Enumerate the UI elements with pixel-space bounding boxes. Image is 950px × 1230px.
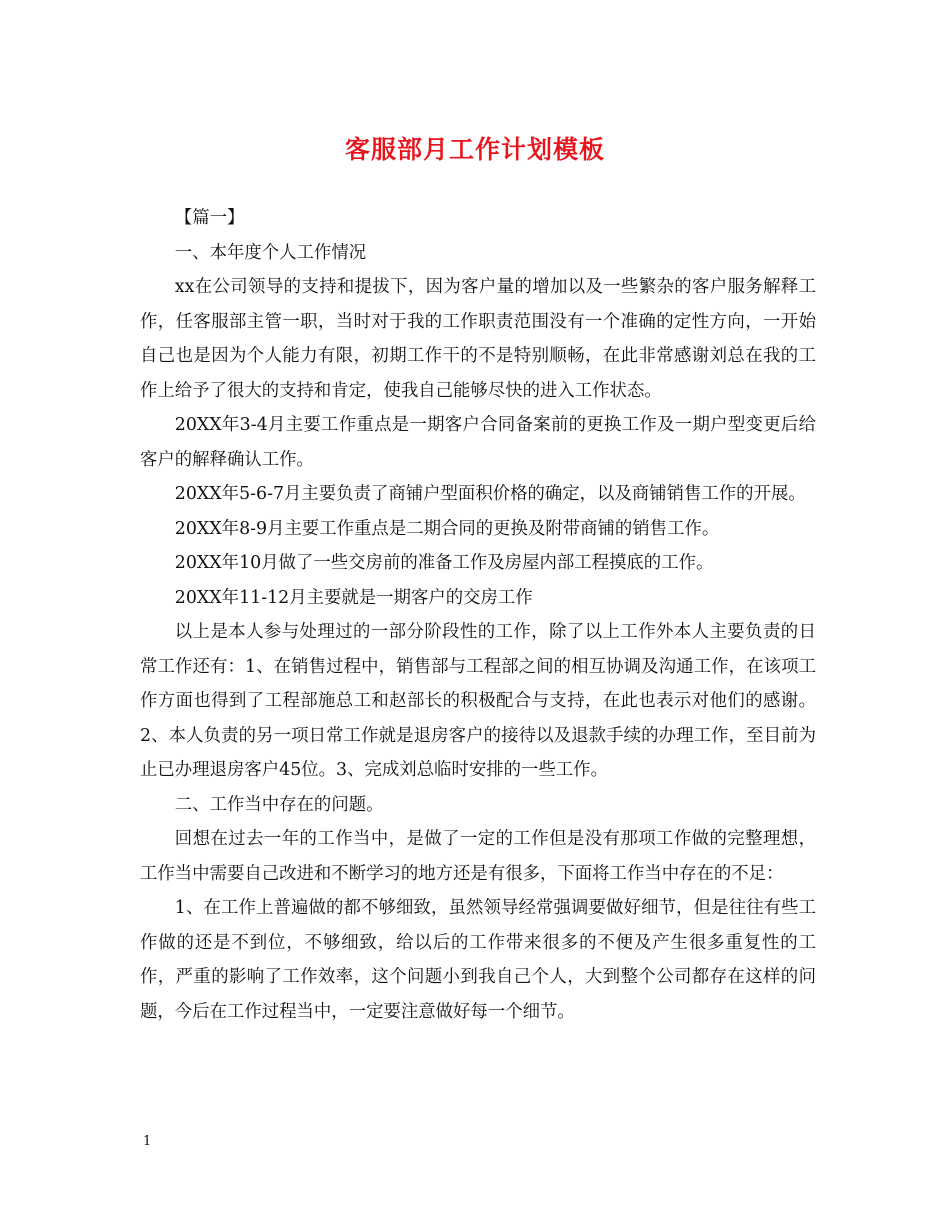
section-label: 【篇一】 <box>174 208 245 228</box>
body-paragraph: 以上是本人参与处理过的一部分阶段性的工作，除了以上工作外本人主要负责的日常工作还有：1、在销售过程中，销售部与工程部之间的相互协调及沟通工作，在该项工作方面也得到了工程部施总工和赵部长的积极配合与支持，在此也表示对他们的感谢。2、本人负责的另一项日常工作就是退房客户的接待以及退款手续的办理工作，至目前为止已办理退房客户45位。3、完成刘总临时安排的一些工作。 <box>140 622 816 780</box>
body-paragraph: 1、在工作上普遍做的都不够细致，虽然领导经常强调要做好细节，但是往往有些工作做的还是不到位，不够细致，给以后的工作带来很多的不便及产生很多重复性的工作，严重的影响了工作效率，这个问题小到我自己个人，大到整个公司都存在这样的问题，今后在工作过程当中，一定要注意做好每一个细节。 <box>140 898 816 1022</box>
body-paragraph: 回想在过去一年的工作当中，是做了一定的工作但是没有那项工作做的完整理想，工作当中需要自己改进和不断学习的地方还是有很多，下面将工作当中存在的不足： <box>140 829 816 884</box>
body-paragraph: 20XX年10月做了一些交房前的准备工作及房屋内部工程摸底的工作。 <box>174 553 714 573</box>
section-heading-1: 一、本年度个人工作情况 <box>174 242 367 263</box>
body-paragraph: 20XX年11-12月主要就是一期客户的交房工作 <box>174 587 533 608</box>
section-heading-2: 二、工作当中存在的问题。 <box>174 794 384 815</box>
body-paragraph: 20XX年3-4月主要工作重点是一期客户合同备案前的更换工作及一期户型变更后给客户的解释确认工作。 <box>140 415 816 470</box>
body-paragraph: 20XX年8-9月主要工作重点是二期合同的更换及附带商铺的销售工作。 <box>174 518 720 539</box>
document-title: 客服部月工作计划模板 <box>344 135 605 164</box>
document-body <box>140 201 816 1029</box>
body-paragraph: 20XX年5-6-7月主要负责了商铺户型面积价格的确定，以及商铺销售工作的开展。 <box>174 484 806 504</box>
body-paragraph: xx在公司领导的支持和提拔下，因为客户量的增加以及一些繁杂的客户服务解释工作，任客服部主管一职，当时对于我的工作职责范围没有一个准确的定性方向，一开始自己也是因为个人能力有限，初期工作干的不是特别顺畅，在此非常感谢刘总在我的工作上给予了很大的支持和肯定，使我自己能够尽快的进入工作状态。 <box>140 277 816 401</box>
page-number: 1 <box>143 1134 152 1149</box>
